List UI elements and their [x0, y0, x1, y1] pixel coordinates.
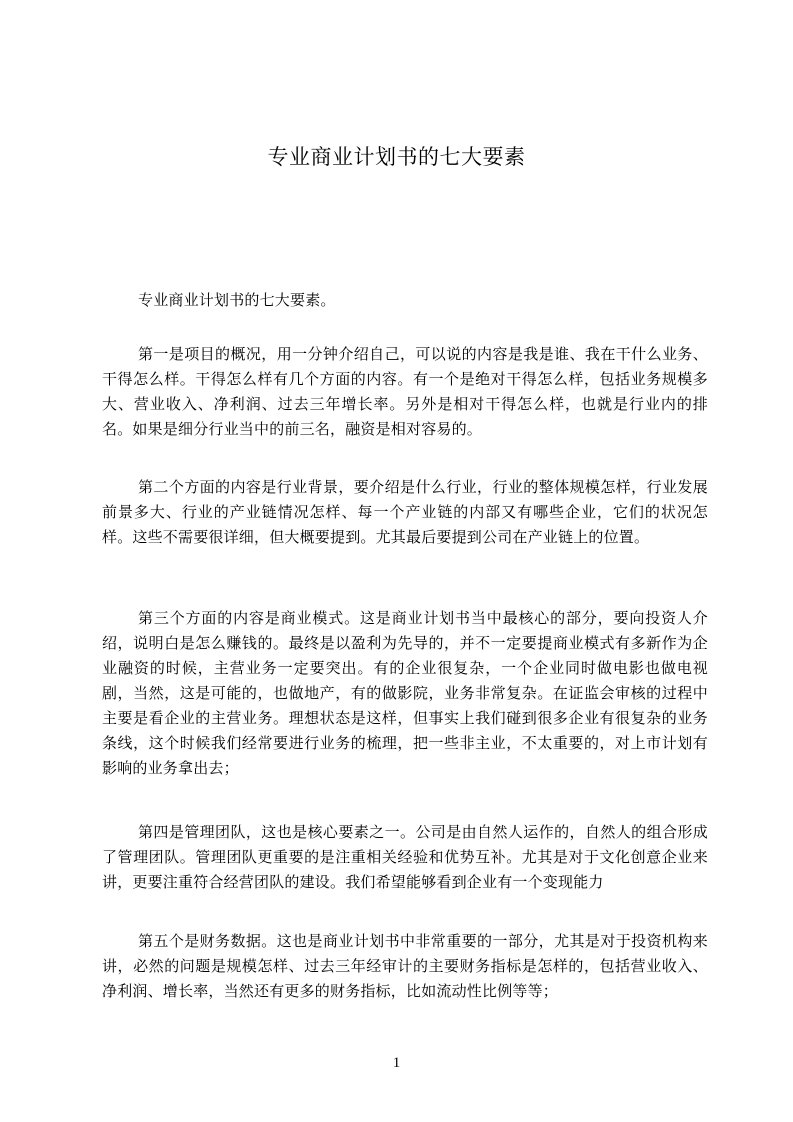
paragraph-industry-background: 第二个方面的内容是行业背景，要介绍是什么行业，行业的整体规模怎样，行业发展前景多大、行业的产业链情况怎样、每一个产业链的内部又有哪些企业，它们的状况怎样。这些不需要很详细，但大概要提到。尤其最后要提到公司在产业链上的位置。	[102, 478, 708, 546]
paragraph-management-team: 第四是管理团队，这也是核心要素之一。公司是由自然人运作的，自然人的组合形成了管理团队。管理团队更重要的是注重相关经验和优势互补。尤其是对于文化创意企业来讲，更要注重符合经营团队的建设。我们希望能够看到企业有一个变现能力	[102, 823, 708, 891]
paragraph-financial-data: 第五个是财务数据。这也是商业计划书中非常重要的一部分，尤其是对于投资机构来讲，必然的问题是规模怎样、过去三年经审计的主要财务指标是怎样的，包括营业收入、净利润、增长率，当然还有更多的财务指标，比如流动性比例等等；	[102, 932, 708, 1000]
paragraph-business-model: 第三个方面的内容是商业模式。这是商业计划书当中最核心的部分，要向投资人介绍，说明白是怎么赚钱的。最终是以盈利为先导的，并不一定要提商业模式有多新作为企业融资的时候，主营业务一定要突出。有的企业很复杂，一个企业同时做电影也做电视剧，当然，这是可能的，也做地产，有的做影院，业务非常复杂。在证监会审核的过程中主要是看企业的主营业务。理想状态是这样，但事实上我们碰到很多企业有很复杂的业务条线，这个时候我们经常要进行业务的梳理，把一些非主业，不太重要的，对上市计划有影响的业务拿出去；	[102, 609, 708, 777]
document-title: 专业商业计划书的七大要素	[267, 145, 526, 169]
paragraph-project-overview: 第一是项目的概况，用一分钟介绍自己，可以说的内容是我是谁、我在干什么业务、干得怎么样。干得怎么样有几个方面的内容。有一个是绝对干得怎么样，包括业务规模多大、营业收入、净利润、过去三年增长率。另外是相对干得怎么样，也就是行业内的排名。如果是细分行业当中的前三名，融资是相对容易的。	[102, 345, 708, 438]
page-number: 1	[392, 1055, 401, 1071]
paragraph-intro: 专业商业计划书的七大要素。	[138, 291, 336, 309]
